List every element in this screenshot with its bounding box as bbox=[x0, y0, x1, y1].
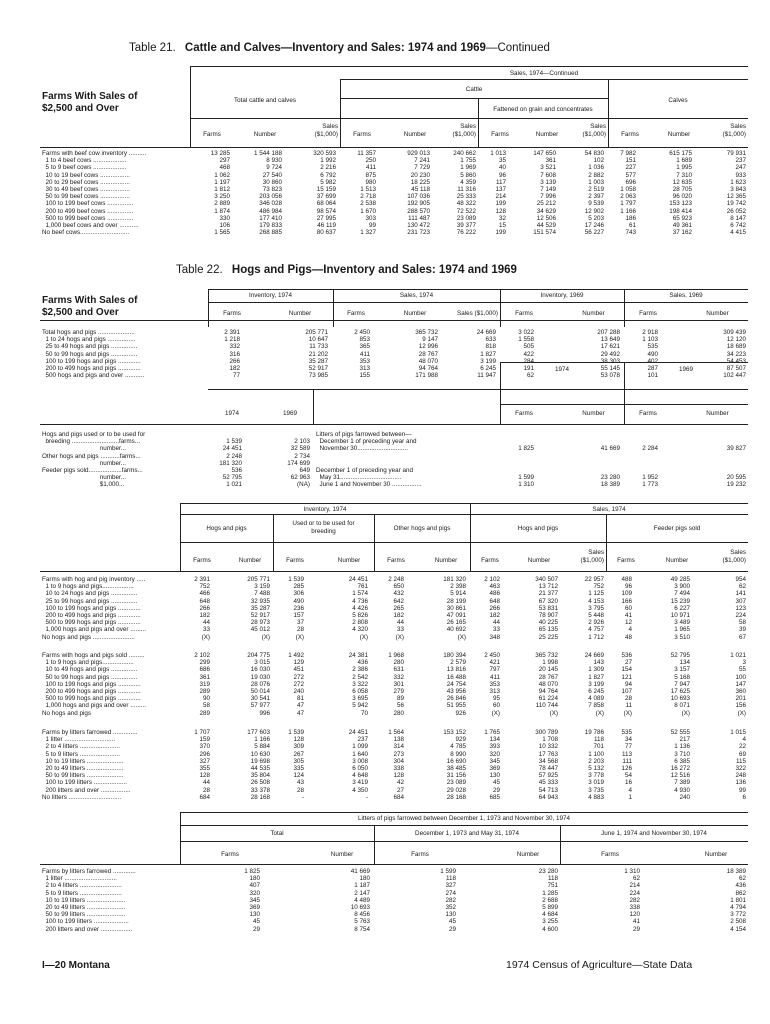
t22-b4-col-3: 23 280 118 751 1 285 2 688 5 899 4 684 3 255 4 600 bbox=[538, 868, 558, 933]
t22-b1-col-3: 365 732 9 147 12 996 28 767 48 070 94 764 171 988 bbox=[415, 329, 438, 380]
table21-caption: Cattle and Calves—Inventory and Sales: 1974 and 1969 bbox=[184, 42, 486, 54]
t22-b1-h-farms-1: Farms bbox=[223, 310, 241, 317]
table21-number: Table 21. bbox=[129, 42, 176, 54]
t22-b2-litters-text: Litters of pigs farrowed between— December 1 of preceding year and November 30............................. December 1 of preceding year and May 31................................... June 1 and November 30 ................. bbox=[316, 431, 422, 489]
t21-h-sales-4: Sales ($1,000) bbox=[722, 123, 746, 138]
t21-h-sales-3: Sales ($1,000) bbox=[582, 123, 606, 138]
t21-col-sales-cattle: 240 662 1 755 1 969 5 860 4 359 11 316 25 333 48 322 72 522 23 089 39 377 76 222 bbox=[453, 150, 476, 237]
t21-col-sales-calves: 79 931 237 247 933 1 623 3 843 12 365 19 742 26 052 8 147 6 742 4 415 bbox=[726, 150, 746, 237]
t21-h-sales-2: Sales ($1,000) bbox=[452, 123, 476, 138]
t22-b3-h-feeder: Feeder pigs sold bbox=[653, 525, 701, 532]
t22-b3c-col-0: 1 707 159 370 296 327 355 128 44 28 684 bbox=[194, 729, 210, 801]
t22-b1-col-4: 24 669 633 818 1 827 3 199 6 245 11 947 bbox=[476, 329, 496, 380]
t21-h-number-2: Number bbox=[403, 131, 427, 138]
t22-b4-col-0: 1 825 180 407 320 345 369 130 45 29 bbox=[244, 868, 260, 933]
t22-b2-right-1: 41 669 23 280 18 389 bbox=[600, 445, 620, 489]
t22-b4-h-number-1: Number bbox=[330, 851, 354, 858]
t22-b3-h-number-5: Number bbox=[665, 557, 689, 564]
t22-b1-col-8: 309 439 12 120 18 689 34 223 54 453 87 507 102 447 bbox=[723, 329, 746, 380]
t22-b2-h-number-2: Number bbox=[706, 410, 729, 417]
table21-side-heading: Farms With Sales of $2,500 and Over bbox=[42, 91, 138, 114]
t22-b3a-col-4: 2 248 650 432 642 265 182 44 33 (X) bbox=[388, 576, 404, 641]
t22-b3c-col-4: 1 564 138 314 273 304 338 128 42 27 684 bbox=[388, 729, 404, 801]
t22-b2-h-farms-2: Farms bbox=[639, 410, 657, 417]
t22-b3-h-other: Other hogs and pigs bbox=[393, 525, 451, 532]
t22-b2-h-number-1: Number bbox=[582, 410, 605, 417]
t22-b3a-col-3: 24 451 761 1 574 4 736 4 426 5 826 2 808 4 320 (X) bbox=[348, 576, 368, 641]
t21-col-sales-fattened: 54 830 102 1 036 2 882 1 003 2 519 2 397 9 539 12 902 5 203 17 246 56 227 bbox=[584, 150, 604, 237]
t22-b1-h-sales: Sales ($1,000) bbox=[457, 310, 498, 317]
t22-b3c-col-9: 535 34 77 113 111 126 54 16 4 1 bbox=[621, 729, 632, 801]
t22-b1-h-number-3: Number bbox=[582, 310, 605, 317]
t21-h-farms-1: Farms bbox=[203, 131, 221, 138]
t22-b4-col-5: 18 389 62 436 862 1 801 4 794 3 772 2 508 4 154 bbox=[726, 868, 746, 933]
t22-b3c-col-11: 1 015 4 22 69 115 322 248 136 99 6 bbox=[730, 729, 746, 801]
t22-b1-h-farms-3: Farms bbox=[515, 310, 533, 317]
t22-b1-col-5: 3 022 1 558 505 422 284 191 62 bbox=[518, 329, 534, 380]
t22-b3-h-number-3: Number bbox=[434, 557, 458, 564]
t22-b3a-col-10: 49 285 3 900 7 494 15 239 6 227 10 971 3 489 1 965 3 510 bbox=[670, 576, 690, 641]
t22-b1-col-2: 2 450 853 365 411 353 313 155 bbox=[354, 329, 370, 380]
t22-b2-year-1969: 1969 bbox=[282, 410, 297, 417]
t22-b3c-col-7: 300 789 1 708 10 332 17 763 34 568 78 447 57 925 45 333 54 713 64 943 bbox=[535, 729, 558, 801]
t22-b1-h-number-2: Number bbox=[403, 310, 427, 317]
t22-b3b-col-9: 536 27 154 121 94 107 28 11 (X) bbox=[621, 652, 632, 717]
t22-b3c-col-2: 1 539 128 309 267 305 335 124 43 28 - bbox=[288, 729, 304, 801]
t21-col-farms-cattle: 11 357 250 411 875 980 1 513 2 718 2 538 1 670 303 99 1 327 bbox=[357, 150, 376, 237]
t22-b3-h-farms-2: Farms bbox=[286, 557, 304, 564]
t22-b3b-col-2: 1 492 129 451 272 272 240 81 47 47 bbox=[288, 652, 304, 717]
t22-b1-row-labels: Total hogs and pigs ..................... 1 to 24 hogs and pigs ................ 25 to 49 hogs and pigs ............... 50 to 99 hogs and pigs ............... 100 to 199 hogs and pigs ............. 200 to 499 hogs and pigs ............. 500 hogs and pigs and over ........... bbox=[42, 329, 145, 380]
t22-b3c-row-labels: Farms by litters farrowed .............. 1 litter ............................. 2 to 4 litters ....................... 5 to 9 litters ....................... 10 to 19 litters ..................... 20 to 49 litters ..................... 50 to 99 litters ..................... 100 to 199 litters ................... 200 litters and over ................. No litters .............................. bbox=[42, 729, 138, 801]
t22-b4-h-number-3: Number bbox=[704, 851, 728, 858]
table21-suffix: —Continued bbox=[485, 42, 550, 54]
t22-b3-h-sales: Sales, 1974 bbox=[592, 506, 626, 513]
t21-h-number-4: Number bbox=[667, 131, 691, 138]
t22-b3-h-number-1: Number bbox=[238, 557, 262, 564]
t22-b4-col-4: 1 310 62 214 224 282 338 120 41 29 bbox=[624, 868, 640, 933]
t22-b3c-col-1: 177 603 1 166 5 884 10 630 19 698 44 535 35 804 26 508 33 378 28 168 bbox=[247, 729, 270, 801]
t22-b4-col-2: 1 599 118 327 274 282 352 130 45 29 bbox=[440, 868, 456, 933]
t22-b3b-col-1: 204 775 3 015 16 030 19 030 28 076 50 014 30 541 57 977 996 bbox=[247, 652, 270, 717]
t21-h-farms-4: Farms bbox=[621, 131, 639, 138]
t21-h-sales-1: Sales ($1,000) bbox=[314, 123, 338, 138]
t22-b2-h-1974: 1974 bbox=[554, 366, 569, 373]
t21-col-farms-total: 13 285 297 468 1 062 1 197 1 812 3 250 2 889 1 874 330 106 1 565 bbox=[210, 150, 230, 237]
t22-b4-row-labels: Farms by litters farrowed ............. 1 litter .............................. 2 to 4 litters ........................ 5 to 9 litters ........................ 10 to 19 litters ...................... 20 to 49 litters ...................... 50 to 99 litters ...................... 100 to 199 litters .................... 200 litters and over .................. bbox=[42, 868, 136, 933]
t22-b3a-col-1: 205 771 3 159 7 488 32 935 35 287 52 917 28 973 45 012 (X) bbox=[247, 576, 270, 641]
t22-b3b-col-10: 52 795 134 3 157 5 168 7 947 17 625 10 693 8 071 (X) bbox=[670, 652, 690, 717]
table22-title bbox=[176, 264, 517, 276]
t22-b3b-col-0: 2 102 299 686 361 319 289 90 58 289 bbox=[194, 652, 210, 717]
t22-b2-right-2: 2 284 1 952 1 773 bbox=[642, 445, 658, 489]
table21-h-sales: Sales, 1974—Continued bbox=[509, 70, 579, 77]
t22-b3-h-number-2: Number bbox=[337, 557, 361, 564]
t22-b3-h-farms-5: Farms bbox=[617, 557, 635, 564]
t22-b3a-col-0: 2 391 752 466 648 266 182 44 33 (X) bbox=[194, 576, 210, 641]
t22-b3-h-farms-4: Farms bbox=[481, 557, 499, 564]
t22-b4-h-number-2: Number bbox=[516, 851, 540, 858]
t21-col-sales-total: 320 593 1 992 2 216 6 792 5 982 15 159 37 699 68 064 98 574 27 995 46 119 80 637 bbox=[313, 150, 336, 237]
t22-b3c-col-10: 52 555 217 1 136 3 710 6 385 16 272 12 516 7 389 4 930 240 bbox=[670, 729, 690, 801]
t22-b3a-col-11: 954 62 141 307 123 224 58 39 67 bbox=[735, 576, 746, 641]
t21-col-number-total: 1 544 188 8 930 9 724 27 540 30 860 73 823 203 056 346 028 486 984 177 410 179 833 268 885 bbox=[253, 150, 282, 237]
t22-b3-h-breeding: Used or to be used for breeding bbox=[292, 520, 355, 535]
t21-h-farms-3: Farms bbox=[491, 131, 509, 138]
t22-b2-h-farms-1: Farms bbox=[515, 410, 533, 417]
t21-h-number-3: Number bbox=[535, 131, 559, 138]
t22-b1-col-0: 2 391 1 218 332 316 266 182 77 bbox=[224, 329, 240, 380]
t22-h-inv74: Inventory, 1974 bbox=[249, 292, 292, 299]
t22-b3b-col-8: 24 669 143 1 309 1 827 3 199 6 245 4 089 7 858 (X) bbox=[584, 652, 604, 717]
table22-number: Table 22. bbox=[176, 264, 223, 276]
t22-b3a-col-5: 181 320 2 398 5 914 28 199 30 861 47 091 26 165 40 692 (X) bbox=[443, 576, 466, 641]
t22-b2-h-1969: 1969 bbox=[678, 366, 693, 373]
t22-b3-h-sales-1: Sales ($1,000) bbox=[580, 549, 604, 564]
table21-h-fattened: Fattened on grain and concentrates bbox=[493, 106, 593, 113]
t22-b3a-col-9: 488 96 109 166 60 41 12 4 48 bbox=[621, 576, 632, 641]
table21-h-cattle: Cattle bbox=[465, 86, 483, 93]
t21-h-number-1: Number bbox=[253, 131, 277, 138]
t22-b3a-col-7: 340 507 13 712 21 377 67 320 53 831 78 907 40 225 65 135 25 225 bbox=[535, 576, 558, 641]
t21-col-number-cattle: 929 013 7 241 7 729 20 230 18 225 45 118 107 036 192 905 288 570 111 487 130 472 231 723 bbox=[407, 150, 430, 237]
t22-b3a-col-6: 2 102 463 486 648 266 182 44 33 348 bbox=[484, 576, 500, 641]
t22-b3a-col-2: 1 539 285 306 490 236 157 37 28 (X) bbox=[288, 576, 304, 641]
page-number-footer: I—20 Montana bbox=[42, 960, 110, 971]
t22-b1-col-1: 205 771 10 647 11 733 21 202 35 287 52 917 73 985 bbox=[305, 329, 328, 380]
t22-b3-h-farms-1: Farms bbox=[193, 557, 211, 564]
publication-footer: 1974 Census of Agriculture—State Data bbox=[506, 959, 693, 971]
t22-b1-h-number-4: Number bbox=[706, 310, 729, 317]
t22-b1-h-farms-4: Farms bbox=[639, 310, 657, 317]
t22-b4-h-total: Total bbox=[270, 830, 284, 837]
t22-b3c-col-5: 153 152 929 4 785 8 990 16 690 38 485 31 156 23 089 29 028 28 168 bbox=[443, 729, 466, 801]
t22-b3b-col-7: 365 732 1 998 20 145 28 767 48 070 94 764 61 224 110 744 (X) bbox=[535, 652, 558, 717]
t22-b3c-col-8: 19 786 118 701 1 100 2 203 5 132 3 778 3 019 3 735 4 883 bbox=[584, 729, 604, 801]
t22-b3-h-hogs: Hogs and pigs bbox=[206, 525, 247, 532]
t22-b2-right-3: 39 827 20 595 19 232 bbox=[726, 445, 746, 489]
t22-b4-h-farms-2: Farms bbox=[411, 851, 429, 858]
t22-b4-h-litters: Litters of pigs farrowed between December 1, 1973 and November 30, 1974 bbox=[357, 815, 571, 822]
t21-col-number-calves: 615 175 1 689 1 995 7 310 12 635 28 705 96 020 153 123 198 414 65 923 49 361 37 162 bbox=[669, 150, 692, 237]
t22-b4-h-farms-1: Farms bbox=[221, 851, 239, 858]
t22-b3-h-sales-2: Sales ($1,000) bbox=[722, 549, 746, 564]
t22-b2-year-1974: 1974 bbox=[224, 410, 239, 417]
t22-b1-col-7: 2 918 1 103 535 490 402 287 101 bbox=[642, 329, 658, 380]
t22-b2-row-labels: Hogs and pigs used or to be used for breeding ...........................farms... number... Other hogs and pigs ...........farms... number... Feeder pigs sold...................farms... number... $1,000... bbox=[42, 431, 146, 489]
t22-h-sales69: Sales, 1969 bbox=[669, 292, 703, 299]
t22-b3b-col-3: 24 381 436 2 386 2 542 3 322 6 058 3 695 5 942 70 bbox=[348, 652, 368, 717]
t22-b3c-col-6: 1 765 134 393 320 345 369 130 45 29 685 bbox=[484, 729, 500, 801]
t21-col-farms-fattened: 1 013 35 40 96 117 137 214 199 128 32 15 199 bbox=[490, 150, 506, 237]
t22-b3c-col-3: 24 451 237 1 099 1 640 3 008 6 050 4 648 3 419 4 350 - bbox=[348, 729, 368, 801]
t21-h-farms-2: Farms bbox=[353, 131, 371, 138]
t22-b3a-col-8: 22 957 752 1 125 4 153 3 795 5 448 2 926 4 757 1 712 bbox=[584, 576, 604, 641]
table22-caption: Hogs and Pigs—Inventory and Sales: 1974 and 1969 bbox=[231, 264, 517, 276]
t22-b4-h-farms-3: Farms bbox=[601, 851, 619, 858]
t22-b3-h-hogs-sold: Hogs and pigs bbox=[517, 525, 559, 532]
t22-b3b-col-11: 1 021 3 55 100 147 360 201 156 (X) bbox=[730, 652, 746, 717]
t22-b2-right-0: 1 825 1 599 1 310 bbox=[518, 445, 534, 489]
t22-b3-h-number-4: Number bbox=[527, 557, 551, 564]
t22-h-sales74: Sales, 1974 bbox=[399, 292, 434, 299]
table21-title bbox=[129, 42, 550, 54]
t21-col-farms-calves: 7 982 151 227 577 696 1 058 2 063 1 797 1 166 186 61 743 bbox=[620, 150, 636, 237]
t22-h-inv69: Inventory, 1969 bbox=[540, 292, 584, 299]
t22-b2-col-1974: 1 539 24 451 2 248 181 320 536 52 795 1 021 bbox=[219, 438, 242, 489]
t21-col-number-fattened: 147 650 361 3 521 7 608 3 139 7 149 7 996 25 212 34 629 12 506 44 529 151 574 bbox=[533, 150, 556, 237]
t22-b3-h-inv: Inventory, 1974 bbox=[303, 506, 347, 513]
t22-b4-h-dec: December 1, 1973 and May 31, 1974 bbox=[415, 830, 519, 837]
table21-h-total: Total cattle and calves bbox=[234, 97, 296, 104]
t22-b3b-col-4: 1 968 280 631 332 301 279 89 56 280 bbox=[388, 652, 404, 717]
t22-b4-h-jun: June 1, 1974 and November 30, 1974 bbox=[601, 830, 707, 837]
t22-b3-h-farms-3: Farms bbox=[387, 557, 405, 564]
t22-b3b-col-5: 180 394 2 579 13 816 16 488 24 754 43 956 26 846 51 955 926 bbox=[443, 652, 466, 717]
t21-row-labels: Farms with beef cow inventory .......... 1 to 4 beef cows ................... 5 to 9 beef cows ................... 10 to 19 beef cows ................. 20 to 29 beef cows ................. 30 to 49 beef cows ................. 50 to 99 beef cows ................. 100 to 199 beef cows ............... 200 to 499 beef cows ............... 500 to 999 beef cows ............... 1,000 beef cows and over ........... No beef cows............................ bbox=[42, 150, 147, 237]
t22-b1-h-number-1: Number bbox=[288, 310, 312, 317]
t22-b3a-row-labels: Farms with hog and pig inventory ..... 1 to 9 hogs and pigs.................. 10 to 24 hogs and pigs ............... 25 to 99 hogs and pigs ............... 100 to 199 hogs and pigs ............. 200 to 499 hogs and pigs ............. 500 to 999 hogs and pigs ............. 1,000 hogs and pigs and over ......... No hogs and pigs ........................ bbox=[42, 576, 146, 641]
table21-h-calves: Calves bbox=[668, 97, 688, 104]
t22-b3b-col-6: 2 450 421 797 411 353 313 95 60 (X) bbox=[484, 652, 500, 717]
t22-b4-col-1: 41 669 180 1 187 2 147 4 489 10 693 8 456 5 763 8 754 bbox=[350, 868, 370, 933]
table22-side-heading: Farms With Sales of $2,500 and Over bbox=[42, 295, 138, 318]
t22-b2-col-1969: 2 103 32 589 2 734 174 699 649 62 963 (NA) bbox=[287, 438, 310, 489]
t22-b3b-row-labels: Farms with hogs and pigs sold ......... 1 to 9 hogs and pigs.................. 10 to 49 hogs and pigs ............... 50 to 99 hogs and pigs ............... 100 to 199 hogs and pigs ............. 200 to 499 hogs and pigs ............. 500 to 999 hogs and pigs ............. 1,000 hogs and pigs and over ......... No hogs and pigs bbox=[42, 652, 146, 717]
t22-b1-h-farms-2: Farms bbox=[347, 310, 365, 317]
t22-b1-col-6: 207 288 13 649 17 621 29 492 38 303 55 145 53 078 bbox=[597, 329, 620, 380]
